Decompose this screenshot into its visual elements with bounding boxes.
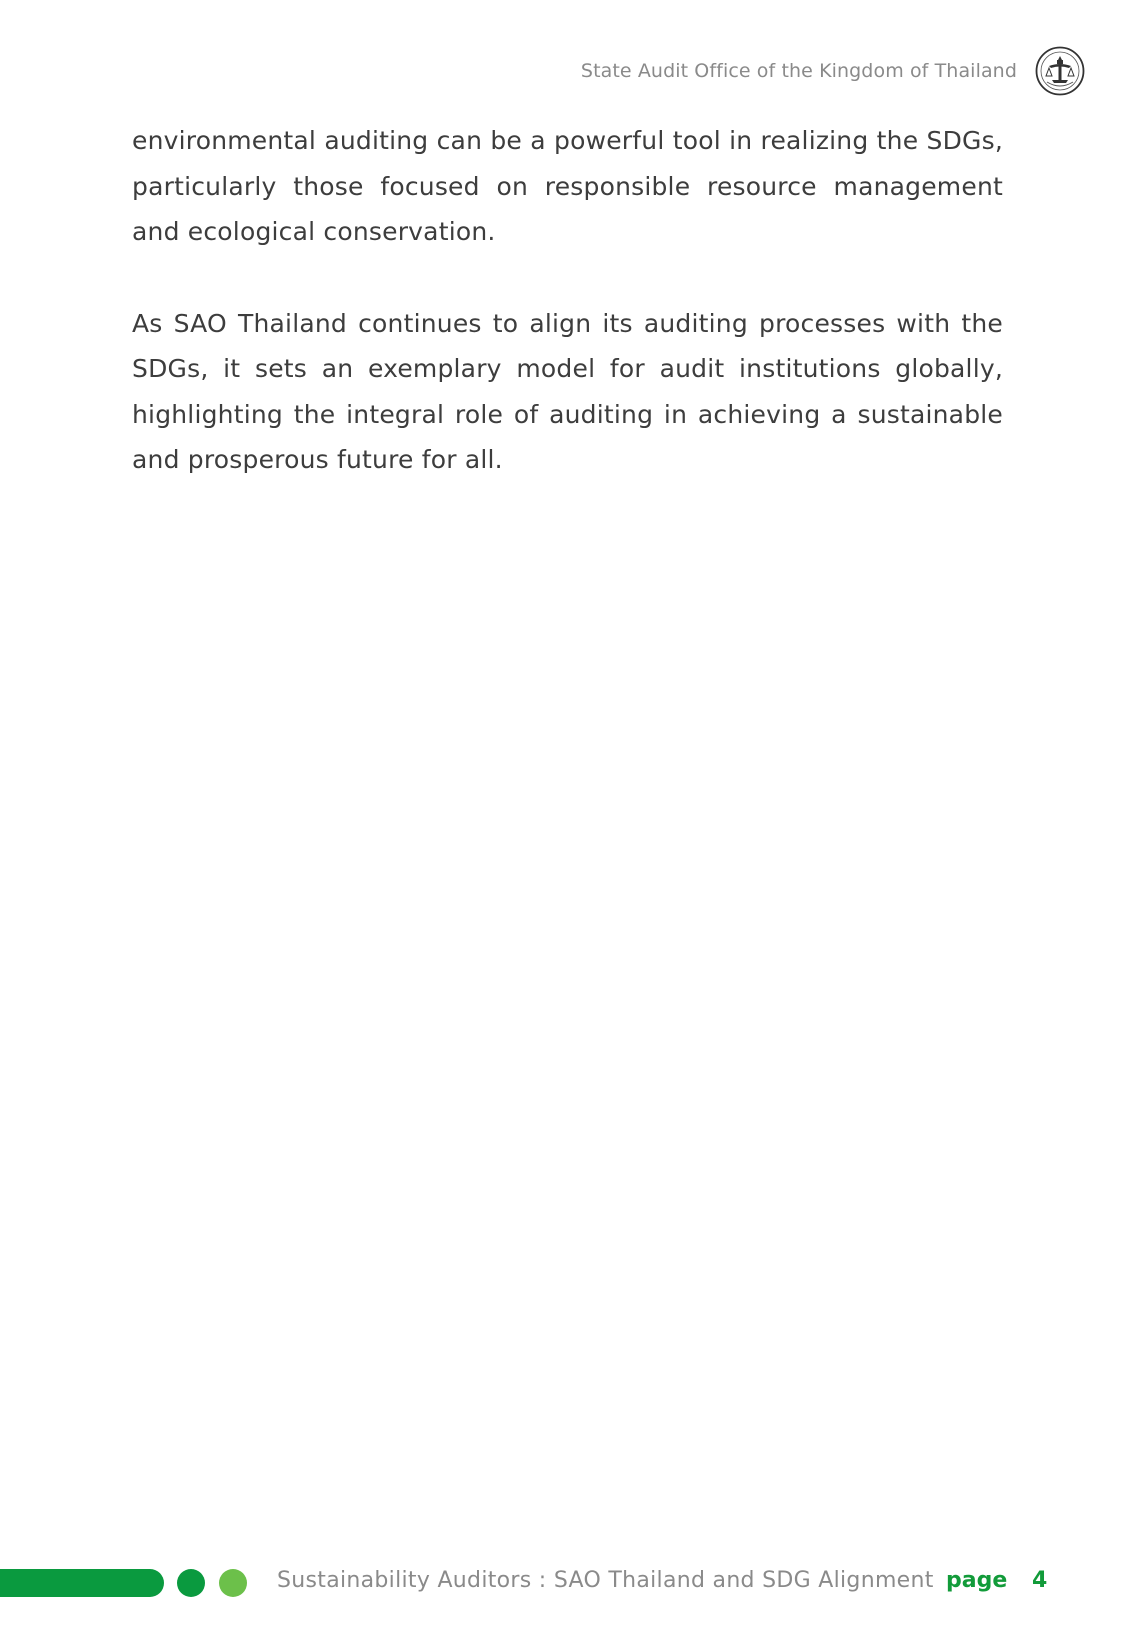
page-label: page xyxy=(946,1568,1008,1593)
page-header xyxy=(581,46,1085,96)
footer-dot-light xyxy=(219,1569,247,1597)
header-title: State Audit Office of the Kingdom of Thailand xyxy=(580,60,1017,82)
body-content xyxy=(132,118,1003,529)
paragraph: environmental auditing can be a powerful tool in realizing the SDGs, particularly those focused on responsible resource management and ecological conservation. xyxy=(132,126,1003,246)
page-number: 4 xyxy=(1032,1568,1048,1593)
footer-dot-dark xyxy=(177,1569,205,1597)
footer-title: Sustainability Auditors : SAO Thailand and SDG Alignment xyxy=(277,1568,934,1593)
sao-seal-icon xyxy=(1035,46,1085,96)
page-footer xyxy=(0,1565,1125,1605)
paragraph: As SAO Thailand continues to align its auditing processes with the SDGs, it sets an exemplary model for audit institutions globally, highlighting the integral role of auditing in achieving a sustainable and prosperous future for all. xyxy=(132,308,1003,474)
footer-accent-bar xyxy=(0,1569,164,1597)
